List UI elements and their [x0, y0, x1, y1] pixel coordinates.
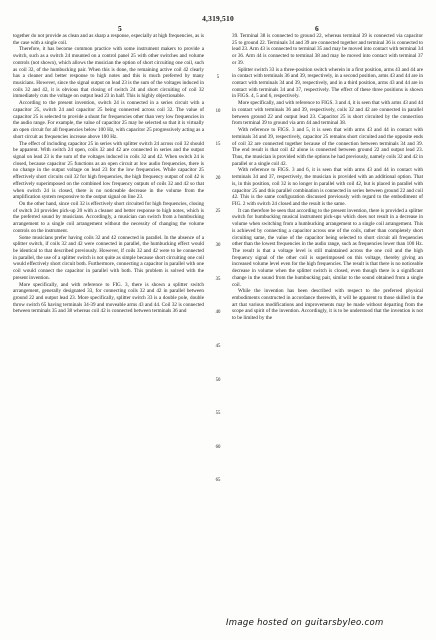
patent-number: 4,319,510: [202, 14, 234, 23]
paragraph: More specifically, and with reference to FIG. 3, there is shown a splitter switch arrangement, generally designated 33, for connecting coils 32 and 42 in parallel between ground 22 and output lead 23. More specifically, splitter switch 33 is a double pole, double throw switch 65 having terminals 34-39 and moveable arms 43 and 44. Coil 32 is connected between terminals 35 and 38 whereas coil 42 is connected between terminals 36 and: [13, 281, 204, 315]
paragraph: On the other hand, since coil 32 is effectively short circuited for high frequencies, closing of switch 24 provides pick-up 20 with a cleaner and better response to high notes, which is the preferred sound by musicians. Accordingly, a musician can switch from a humbucking arrangement to a single coil arrangement without the necessity of changing the volume controls on the instrument.: [13, 200, 204, 234]
line-number: 20: [215, 176, 221, 181]
paragraph: Some musicians prefer having coils 32 and 42 connected in parallel. In the absence of a splitter switch, if coils 32 and 42 were connected in parallel, the humbucking effect would be identical to that described previously. However, if coils 32 and 42 were to be connected in parallel, the use of a splitter switch is not quite as simple because short circuiting one coil would effectively short circuit both. Furthermore, connecting a capacitor in parallel with one coil would connect the capacitor in parallel with both. This problem is solved with the present invention.: [13, 234, 204, 281]
left-column: [13, 33, 204, 315]
paragraph: According to the present invention, switch 24 is connected in a series circuit with a capacitor 25, switch 24 and capacitor 25 being connected across coil 32. The value of capacitor 25 is selected to provide a shunt for frequencies other than very low frequencies in the audio range. For example, the value of capacitor 25 may be selected so that it is virtually an open circuit for all frequencies below 100 Hz, with capacitor 25 progressively acting as a short circuit as frequencies increase above 100 Hz.: [13, 100, 204, 140]
paragraph: together do not provide as clean and as sharp a response, especially at high frequencies, as is the case with a single coil.: [13, 33, 204, 46]
watermark: Image hosted on guitarsbyleo.com: [226, 618, 384, 628]
paragraph: More specifically, and with reference to FIGS. 3 and 4, it is seen that with arms 43 and 44 in contact with terminals 36 and 39, respectively, coils 32 and 42 are connected in parallel between ground 22 and output lead 23. Capacitor 25 is short circuited by the connection from terminal 39 to ground via arm 44 and terminal 38.: [232, 100, 423, 127]
left-column-number: 5: [118, 24, 122, 33]
paragraph: While the invention has been described with respect to the preferred physical embodiments constructed in accordance therewith, it will be apparent to those skilled in the art that various modifications and improvements may be made without departing from the scope and spirit of the invention. Accordingly, it is to be understood that the invention is not to be limited by the: [232, 288, 423, 322]
line-number: 10: [215, 109, 221, 114]
right-column-number: 6: [315, 24, 319, 33]
paragraph: Therefore, it has become common practice with some instrument makers to provide a switch, such as a switch 24 mounted on a control panel 25 with other switches and volume controls (not shown), which allows the musician the option of short circuiting one coil, such as coil 32, of the humbucking pair. When this is done, the remaining active coil 42 clearly has a cleaner and better response to high notes and this is much preferred by many musicians. However, since the signal output on lead 23 is the sum of the voltages induced in coils 32 and 42, it is obvious that closing of switch 24 and short circuiting of coil 32 immediately cuts the voltage on output lead 23 in half. This is highly objectionable.: [13, 46, 204, 100]
paragraph: It can therefore be seen that according to the present invention, there is provided a splitter switch for humbucking musical instrument pick-ups which does not result in a decrease in volume when switching from a humbucking arrangement to a single coil arrangement. This is achieved by connecting a capacitor across one of the coils, rather than completely short circuiting same, the value of the capacitor being selected to short circuit all frequencies other than the lowest frequencies in the audio range, such as frequencies lower than 100 Hz. The result is that a voltage level is still maintained across the one coil and the high frequency signal of the other coil is superimposed on this voltage, thereby giving an increased volume level even for the high frequencies. The result is that there is no noticeable decrease in volume when the splitter switch is closed, even though there is a significant change in the sound from the humbucking pair, similar to the sound obtained from a single coil.: [232, 207, 423, 288]
paragraph: 39. Terminal 38 is connected to ground 22, whereas terminal 39 is connected via capacitor 25 to ground 22. Terminals 34 and 39 are connected together and terminal 36 is connected to lead 23. Arm 43 is connected to terminal 35 and may be moved into contact with terminal 34 or 36. Arm 44 is connected to terminal 38 and may be moved into contact with terminal 37 or 39.: [232, 33, 424, 66]
line-number: 30: [215, 243, 221, 248]
line-number: 40: [215, 310, 221, 315]
line-number: 65: [215, 478, 221, 483]
paragraph: Splitter switch 33 is a three-position switch wherein in a first position, arms 43 and 44 are in contact with terminals 36 and 39, respectively, in a second position, arms 43 and 44 are in contact with terminals 34 and 39, respectively, and in a third position, arms 43 and 44 are in contact with terminals 34 and 37, respectively. The effect of these three positions is shown in FIGS. 4, 5 and 6, respectively.: [232, 66, 423, 100]
paragraph: With reference to FIGS. 3 and 6, it is seen that with arms 43 and 44 in contact with terminals 34 and 37, respectively, the musician is provided with an additional option. That is, in this position, coil 32 is no longer in parallel with coil 42, but is placed in parallel with capacitor 25 and this parallel combination is connected in series between ground 22 and coil 42. This is the same configuration discussed previously with regard to the embodiment of FIG. 2 with switch 24 closed and the result is the same.: [232, 167, 423, 207]
line-number: 5: [216, 75, 220, 80]
paragraph: The effect of including capacitor 25 in series with splitter switch 24 across coil 32 should be apparent. With switch 24 open, coils 32 and 42 are connected in series and the output signal on lead 23 is the sum of the voltages induced in coils 32 and 42. When switch 24 is closed, because capacitor 25 functions as an open circuit at low audio frequencies, there is no change in the output voltage on lead 23 for the low frequencies. While capacitor 25 effectively short circuits coil 32 for high frequencies, the high frequency output of coil 42 is effectively superimposed on the combined low frequency outputs of coils 32 and 42 so that when switch 24 is closed, there is no noticeable decrease in the volume from the amplification system responsive to the output signal on line 23.: [13, 140, 204, 201]
line-number: 15: [215, 142, 221, 147]
line-number: 35: [215, 277, 221, 282]
right-column: [232, 33, 423, 322]
line-number: 50: [215, 378, 221, 383]
line-number: 60: [215, 445, 221, 450]
line-number: 45: [215, 344, 221, 349]
line-number: 25: [215, 209, 221, 214]
paragraph: With reference to FIGS. 3 and 5, it is seen that with arms 43 and 44 in contact with terminals 34 and 39, respectively, capacitor 25 remains short circuited and the opposite ends of coil 32 are connected together because of the connection between terminals 34 and 39. The end result is that coil 42 alone is connected between ground 22 and output lead 23. Thus, the musician is provided with the options he had previously, namely coils 32 and 42 in parallel or a single coil 42.: [232, 127, 423, 167]
line-number: 55: [215, 411, 221, 416]
